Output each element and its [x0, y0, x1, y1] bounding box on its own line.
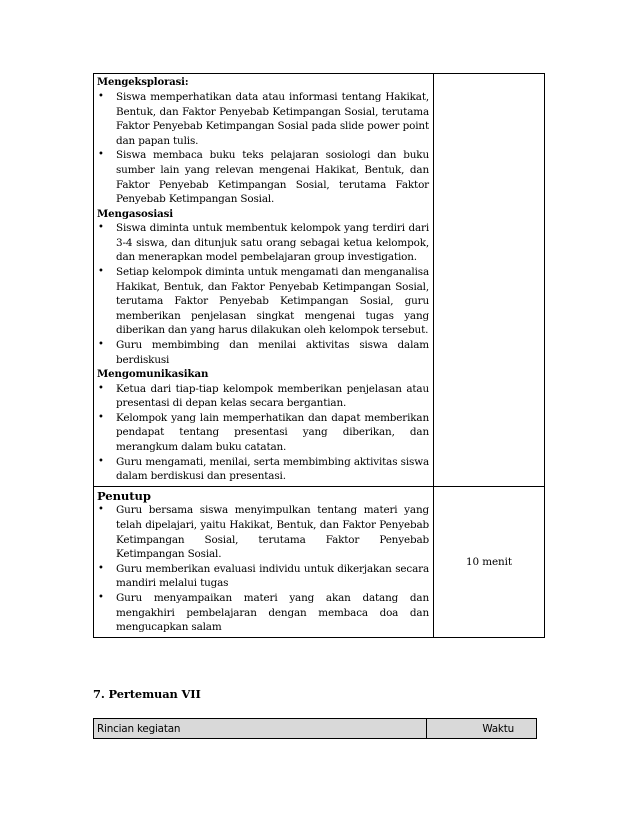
time-cell: 10 menit — [434, 486, 545, 637]
activity-cell — [94, 74, 434, 487]
list-item: • Siswa diminta untuk membentuk kelompok yang terdiri dari 3-4 siswa, dan ditunjuk satu orang sebagai ketua kelompok, dan menerapkan model pembelajaran group investigation. — [98, 222, 429, 264]
section-heading: Penutup — [97, 488, 151, 503]
bullet-list — [97, 221, 429, 367]
list-item: • Siswa memperhatikan data atau informasi tentang Hakikat, Bentuk, dan Faktor Penyebab Ketimpangan Sosial, terutama Faktor Penyebab Ketimpangan Sosial pada slide power point dan papan tulis. — [98, 91, 429, 147]
list-item: • Kelompok yang lain memperhatikan dan dapat memberikan pendapat tentang presentasi yang diberikan, dan merangkum dalam buku catatan. — [98, 411, 429, 454]
bullet-icon: • — [98, 562, 104, 574]
activity-table — [93, 73, 545, 638]
bullet-icon: • — [98, 339, 104, 350]
section-heading: Mengeksplorasi: — [97, 77, 189, 88]
bullet-icon: • — [98, 455, 104, 467]
column-header: Waktu — [427, 719, 537, 739]
table-row — [94, 486, 545, 637]
list-item: • Guru mengamati, menilai, serta membimbing aktivitas siswa dalam berdiskusi dan presentasi. — [98, 455, 429, 483]
bullet-icon: • — [98, 149, 104, 161]
list-item: • Ketua dari tiap-tiap kelompok memberikan penjelasan atau presentasi di depan kelas secara bergantian. — [98, 382, 429, 410]
bullet-list — [97, 90, 429, 207]
table-row — [94, 74, 545, 487]
section-heading: Mengasosiasi — [97, 207, 174, 220]
column-header: Rincian kegiatan — [94, 719, 427, 739]
list-item: • Siswa membaca buku teks pelajaran sosiologi dan buku sumber lain yang relevan mengenai Hakikat, Bentuk, dan Faktor Penyebab Ketimpangan Sosial, terutama Faktor Penyebab Ketimpangan Sosial. — [98, 149, 429, 206]
list-item: • Guru membimbing dan menilai aktivitas siswa dalam berdiskusi — [98, 339, 429, 366]
list-item: • Guru bersama siswa menyimpulkan tentang materi yang telah dipelajari, yaitu Hakikat, Bentuk, dan Faktor Penyebab Ketimpangan Sosial, terutama Faktor Penyebab Ketimpangan Sosial. — [98, 504, 429, 561]
bullet-icon: • — [98, 222, 104, 234]
bullet-list — [97, 503, 429, 634]
bullet-icon: • — [98, 411, 104, 423]
closing-cell — [94, 486, 434, 637]
bullet-icon: • — [98, 592, 104, 603]
bullet-list — [97, 382, 429, 484]
schedule-header-table — [93, 718, 537, 739]
bullet-icon: • — [98, 504, 104, 516]
bullet-icon: • — [98, 382, 104, 394]
meeting-title: 7. Pertemuan VII — [93, 687, 201, 701]
list-item: • Guru menyampaikan materi yang akan datang dan mengakhiri pembelajaran dengan membaca doa dan mengucapkan salam — [98, 592, 429, 634]
time-cell — [434, 74, 545, 487]
section-heading: Mengomunikasikan — [97, 368, 209, 381]
bullet-icon: • — [98, 266, 104, 278]
table-header-row — [94, 719, 537, 739]
bullet-icon: • — [98, 91, 104, 102]
list-item: • Guru memberikan evaluasi individu untuk dikerjakan secara mandiri melalui tugas — [98, 562, 429, 590]
list-item: • Setiap kelompok diminta untuk mengamati dan menganalisa Hakikat, Bentuk, dan Faktor Penyebab Ketimpangan Sosial, terutama Faktor Penyebab Ketimpangan Sosial, guru memberikan penjelasan singkat mengenai tugas yang diberikan dan yang harus dilakukan oleh kelompok tersebut. — [98, 266, 429, 337]
